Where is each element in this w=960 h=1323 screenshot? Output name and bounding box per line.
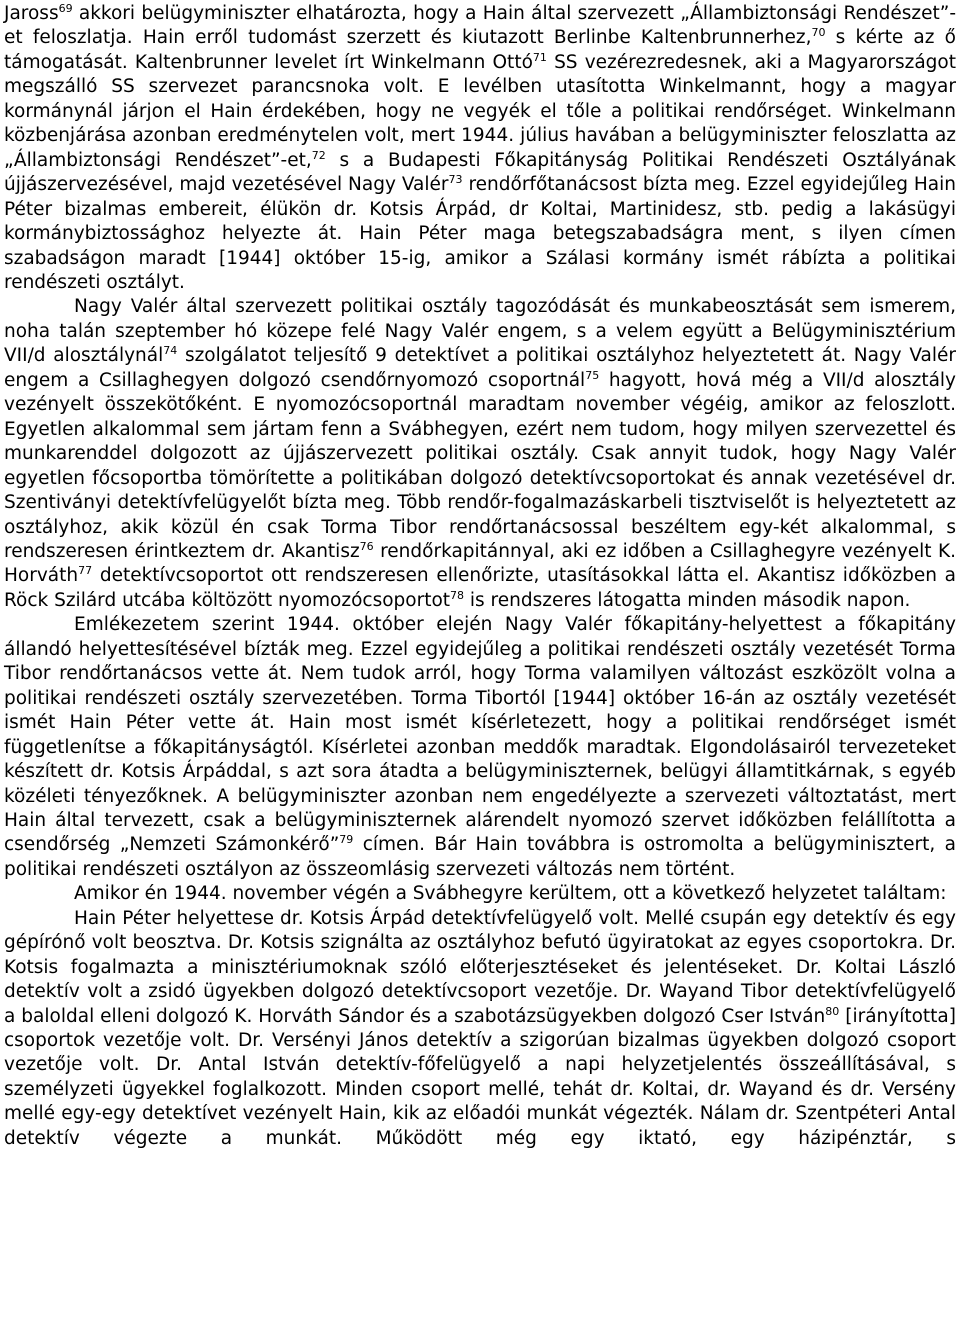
paragraph-text: Emlékezetem szerint 1944. október elején Nagy Valér főkapitány-helyettest a főkapitány állandó helyettesítésével bízták meg. Ezzel egyidejűleg a politikai rendészeti osztály vezetését Torma Tibor rendőrtanácsos vette át. Nem tudok arról, hogy Torma valamilyen változást eszközölt volna a politikai rendészeti osztály szervezetében. Torma Tibortól [1944] október 16-án az osztály vezetését ismét Hain Péter vette át. Hain most ismét kísérletezett, hogy a politikai rendőrséget ismét függetlenítse a főkapitányságtól. Kísérletei azonban meddők maradtak. Elgondolásairól tervezeteket készített dr. Kotsis Árpáddal, s azt sora átadta a belügyminiszternek, belügyi államtitkárnak, s egyéb közéleti tényezőknek. A belügyminiszter azonban nem engedélyezte a szervezeti változtatást, mert Hain által tervezett, csak a belügyminiszternek alárendelt nyomozó szervet időközben felállította a csendőrség „Nemzeti Számonkérő” (4, 614, 956, 856)
footnote-ref: 79 (339, 833, 354, 847)
paragraph-text: akkori belügyminiszter elhatározta, hogy a Hain által szervezett „Állambiztonsági Rendészet”-et feloszlatja. Hain erről tudomást szerzett és kiutazott Berlinbe Kaltenbrunnerhez, (4, 3, 956, 49)
footnote-ref: 77 (78, 564, 93, 578)
paragraph (4, 2, 956, 295)
footnote-ref: 73 (448, 173, 463, 187)
paragraph-text: s kérte az ő támogatását. Kaltenbrunner levelet írt Winkelmann Ottó (4, 27, 956, 73)
paragraph (4, 613, 956, 882)
paragraph-text: [irányította] csoportok vezetője volt. Dr. Versényi János detektív a szigorúan bizalmas ügyekben dolgozó csoport vezetője volt. Dr. Antal István detektív-főfelügyelő a napi helyzetjelentés összeállításával, s személyzeti ügyekkel foglalkozott. Minden csoport mellé, tehát dr. Koltai, dr. Wayand és dr. Versény mellé egy-egy detektívet vezényelt Hain, kik az előadói munkát végezték. Nálam dr. Szentpéteri Antal detektív végezte a munkát. Működött még egy iktató, egy házipénztár, s (4, 1005, 956, 1149)
footnote-ref: 80 (825, 1004, 840, 1018)
paragraph-text: Jaross (4, 3, 59, 24)
paragraph-text: Hain Péter helyettese dr. Kotsis Árpád detektívfelügyelő volt. Mellé csupán egy detektív és egy gépírónő volt beosztva. Dr. Kotsis szignálta az osztályhoz befutó ügyiratokat az egyes csoportokra. Dr. Kotsis fogalmazta a minisztériumoknak szóló előterjesztéseket és jelentéseket. Dr. Koltai László detektív volt a zsidó ügyekben dolgozó detektívcsoport vezetője. Dr. Wayand Tibor detektívfelügyelő a baloldal elleni dolgozó K. Horváth Sándor és a szabotázsügyekben dolgozó Cser István (4, 907, 956, 1027)
paragraph-text: SS vezérezredesnek, aki a Magyarországot megszálló SS szervezet parancsnoka volt. E levélben utasította Winkelmannt, hogy a magyar kormánynál járjon el Hain érdekében, hogy ne vegyék el tőle a politikai rendőrséget. Winkelmann közbenjárása azonban eredménytelen volt, mert 1944. július havában a belügyminiszter feloszlatta az „Állambiztonsági Rendészet”-et, (4, 51, 956, 171)
paragraph-text: címen. Bár Hain továbbra is ostromolta a belügyminisztert, a politikai rendészeti osztályon az összeomlásig szervezeti változás nem történt. (4, 834, 956, 880)
paragraph-text: is rendszeres látogatta minden második napon. (464, 589, 911, 611)
paragraph-text: s a Budapesti Főkapitányság Politikai Rendészeti Osztályának újjászervezésével, majd vezetésével Nagy Valér (4, 149, 956, 196)
paragraph (4, 907, 956, 1152)
paragraph-text: szolgálatot teljesítő 9 detektívet a politikai osztályhoz helyeztetett át. Nagy Valér engem a Csillaghegyen dolgozó csendőrnyomozó csoportnál (4, 345, 957, 391)
footnote-ref: 76 (359, 539, 374, 553)
paragraph-text: Amikor én 1944. november végén a Svábhegyre kerültem, ott a következő helyzetet találtam: (74, 883, 947, 905)
paragraph (4, 295, 956, 613)
paragraph-text: rendőrfőtanácsost bízta meg. Ezzel egyidejűleg Hain Péter bizalmas embereit, élükön dr. Kotsis Árpád, dr Koltai, Martinidesz, stb. pedig a lakásügyi kormánybiztossághoz helyezte át. Hain Péter maga betegszabadságra ment, s ilyen címen szabadságon maradt [1944] október 15-ig, amikor a Szálasi kormány ismét rábízta a politikai rendészeti osztályt. (4, 174, 956, 293)
footnote-ref: 72 (311, 148, 326, 162)
footnote-ref: 75 (585, 368, 600, 382)
footnote-ref: 74 (163, 344, 178, 358)
paragraph-text: Nagy Valér által szervezett politikai osztály tagozódását és munkabeosztását sem ismerem, noha talán szeptember hó közepe felé Nagy Valér engem, s a velem együtt a Belügyminisztérium VII/d alosztálynál (4, 296, 956, 367)
paragraph-text: hagyott, hová még a VII/d alosztály vezényelt összekötőként. E nyomozócsoportnál maradtam november végéig, amikor az feloszlott. Egyetlen alkalommal sem jártam fenn a Svábhegyen, ezért nem tudom, hogy milyen szervezettel és munkarenddel dolgozott az újjászervezett politikai osztály. Csak annyit tudok, hogy Nagy Valér egyetlen főcsoportba tömörítette a politikában dolgozó detektívcsoportokat és annak vezetésével dr. Szentiványi detektívfelügyelőt bízta meg. Több rendőr-fogalmazáskarbeli tisztviselőt is helyeztetett az osztályhoz, akik közül én csak Torma Tibor rendőrtanácsossal beszéltem egy-két alkalommal, s rendszeresen érintkeztem dr. Akantisz (4, 369, 957, 562)
paragraph-text: rendőrkapitánnyal, aki ez időben a Csillaghegyre vezényelt K. Horváth (4, 540, 956, 587)
footnote-ref: 70 (811, 26, 826, 40)
footnote-ref: 78 (450, 588, 465, 602)
footnote-ref: 69 (58, 2, 73, 15)
paragraph (4, 882, 956, 906)
paragraph-text: detektívcsoportot ott rendszeresen ellenőrizte, utasításokkal látta el. Akantisz időközben a Röck Szilárd utcába költözött nyomozócsoportot (4, 565, 956, 611)
footnote-ref: 71 (532, 50, 547, 64)
